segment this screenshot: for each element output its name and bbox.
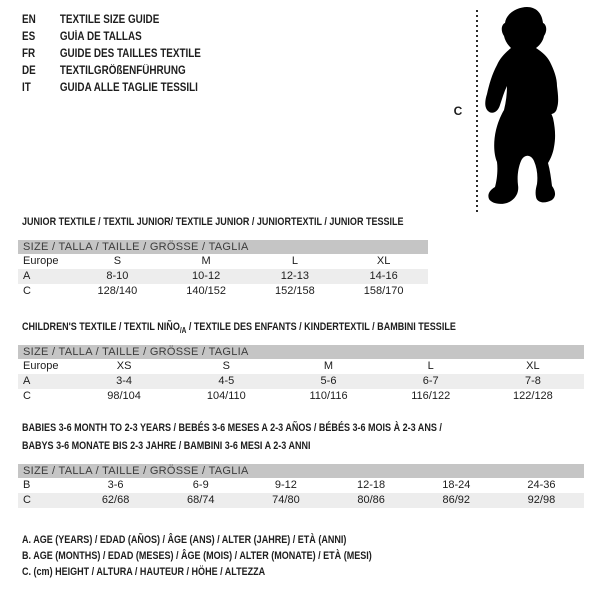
language-code: FR [22,48,36,60]
value-cell: 24-36 [527,479,556,491]
table-row [18,478,584,493]
row-label-cell: B [23,479,31,491]
value-cell: 3-6 [107,479,124,491]
language-title: GUÍA DE TALLAS [59,31,142,43]
section-title-junior: JUNIOR TEXTILE / TEXTIL JUNIOR/ TEXTILE JUNIOR / JUNIORTEXTIL / JUNIOR TESSILE [22,216,404,228]
title-text-pre: CHILDREN'S TEXTILE / TEXTIL NIÑO [22,321,180,333]
language-row [22,80,201,97]
row-label-cell: C [23,390,31,402]
language-code: DE [22,65,36,77]
value-cell: 10-12 [192,270,221,282]
value-cell: 98/104 [107,390,141,402]
value-cell: 86/92 [442,494,471,506]
value-cell: 122/128 [513,390,553,402]
language-row [22,12,201,29]
language-code: EN [22,14,36,26]
table-row [18,269,428,284]
language-row [22,46,201,63]
language-title: TEXTILE SIZE GUIDE [59,14,160,26]
language-list [22,12,230,97]
baby-height-figure [440,0,600,220]
value-cell: 74/80 [272,494,300,506]
language-code: IT [22,82,31,94]
value-cell: 18-24 [442,479,471,491]
value-cell: XL [526,360,540,372]
title-text-post: / TEXTILE DES ENFANTS / KINDERTEXTIL / BAMBINI TESSILE [186,321,456,333]
value-cell: 62/68 [101,494,130,506]
section-title-children [22,320,456,338]
babies-size-table [18,464,584,508]
value-cell: 80/86 [357,494,385,506]
value-cell: M [201,255,211,267]
table-header-bar: SIZE / TALLA / TAILLE / GRÖSSE / TAGLIA [18,240,428,254]
title-line-2: BABYS 3-6 MONATE BIS 2-3 JAHRE / BAMBINI 3-6 MESI A 2-3 ANNI [22,440,311,452]
children-size-table [18,345,584,404]
table-row [18,359,584,374]
value-cell: 152/158 [274,285,315,297]
value-cell: 6-7 [422,375,439,387]
footnote-line: C. (cm) HEIGHT / ALTURA / HAUTEUR / HÖHE / ALTEZZA [22,566,266,578]
value-cell: 7-8 [524,375,541,387]
value-cell: 92/98 [527,494,556,506]
row-label-cell: C [23,285,31,297]
value-cell: M [323,360,334,372]
row-label-cell: Europe [23,255,59,267]
value-cell: 4-5 [218,375,235,387]
language-title: TEXTILGRÖßENFÜHRUNG [59,65,186,77]
height-label: C [453,104,463,118]
title-line-1: BABIES 3-6 MONTH TO 2-3 YEARS / BEBÉS 3-6 MESES A 2-3 AÑOS / BÉBÉS 3-6 MOIS À 2-3 ANS / [22,422,442,434]
value-cell: 140/152 [186,285,226,297]
value-cell: S [113,255,122,267]
table-row [18,254,428,269]
footnotes [22,532,449,580]
footnote-line: B. AGE (MONTHS) / EDAD (MESES) / ÂGE (MOIS) / ALTER (MONATE) / ETÀ (MESI) [22,550,372,562]
footnote-line: A. AGE (YEARS) / EDAD (AÑOS) / ÂGE (ANS) / ALTER (JAHRE) / ETÀ (ANNI) [22,534,347,546]
row-label-cell: A [23,270,31,282]
language-title: GUIDE DES TAILLES TEXTILE [59,48,201,60]
row-label-cell: Europe [23,360,59,372]
value-cell: 12-18 [357,479,386,491]
language-row [22,63,201,80]
value-cell: XS [116,360,132,372]
value-cell: 9-12 [274,479,297,491]
table-row [18,493,584,508]
language-code: ES [22,31,36,43]
height-measure-dotted-line [476,10,478,212]
table-header-bar: SIZE / TALLA / TAILLE / GRÖSSE / TAGLIA [18,464,584,478]
value-cell: 8-10 [106,270,129,282]
section-title-babies [22,419,442,455]
junior-size-table [18,240,428,299]
language-row [22,29,201,46]
value-cell: 5-6 [320,375,337,387]
value-cell: 158/170 [363,285,404,297]
title-subscript: /A [179,326,187,336]
value-cell: 128/140 [97,285,138,297]
value-cell: 116/122 [411,390,451,402]
value-cell: XL [376,255,391,267]
value-cell: 14-16 [369,270,398,282]
row-label-cell: C [23,494,31,506]
language-title: GUIDA ALLE TAGLIE TESSILI [59,82,198,94]
table-header-bar: SIZE / TALLA / TAILLE / GRÖSSE / TAGLIA [18,345,584,359]
value-cell: S [222,360,230,372]
table-row [18,374,584,389]
value-cell: 12-13 [280,270,309,282]
row-label-cell: A [23,375,31,387]
value-cell: 110/116 [309,390,348,402]
table-row [18,389,584,404]
value-cell: L [427,360,434,372]
value-cell: 68/74 [186,494,215,506]
value-cell: L [291,255,298,267]
value-cell: 3-4 [116,375,133,387]
table-row [18,284,428,299]
value-cell: 104/110 [206,390,246,402]
value-cell: 6-9 [192,479,209,491]
